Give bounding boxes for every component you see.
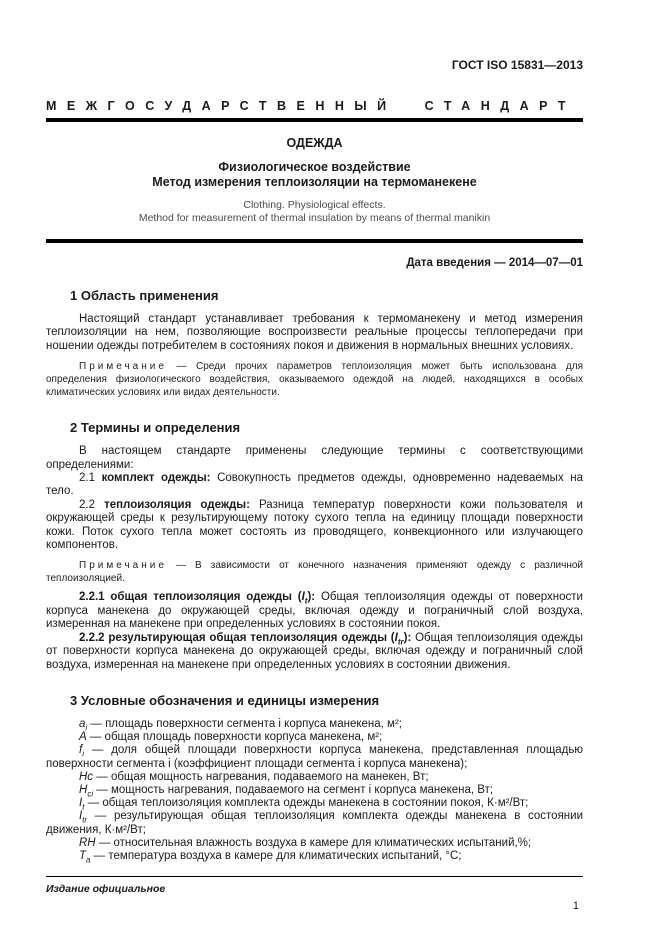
term-name-close: ):	[307, 591, 316, 604]
symbol: I	[79, 810, 83, 823]
symbol-description: — результирующая общая теплоизоляция комплекта одежды манекена в состоянии движения, К·м²/Вт;	[46, 810, 583, 836]
term-definition: Совокупность предметов одежды, одновременно надеваемых на тело.	[46, 472, 583, 498]
symbol-definition-It	[46, 797, 583, 810]
subtitle-en-line1: Clothing. Physiological effects.	[243, 199, 386, 211]
term-name: теплоизоляция одежды:	[104, 498, 250, 511]
symbol-subscript: ci	[87, 789, 94, 799]
page-number: 1	[572, 900, 579, 913]
section-2-note	[46, 559, 583, 585]
section-3-heading: 3 Условные обозначения и единицы измерения	[70, 692, 380, 708]
term-number: 2.2	[79, 498, 95, 511]
section-1-note	[46, 360, 583, 399]
symbol-description: — мощность нагревания, подаваемого на сегмент i корпуса манекена, Вт;	[93, 783, 494, 796]
term-2-1	[46, 472, 583, 499]
term-symbol-subscript: t	[304, 596, 308, 606]
section-1-paragraph: Настоящий стандарт устанавливает требования к термоманекену и метод измерения теплоизоляции на нем, позволяющие воспроизвести реальные процессы теплопередачи при ношении одежды потребителем в состояниях покоя и движения в нормальных внешних условиях.	[46, 313, 583, 352]
term-name: результирующая общая теплоизоляция одежды (	[108, 631, 395, 644]
section-2-intro: В настоящем стандарте применены следующие термины с соответствующими определениями:	[46, 445, 583, 471]
symbol-subscript: a	[86, 855, 91, 865]
symbol-definition-ai	[46, 718, 583, 731]
symbol-subscript: i	[85, 723, 88, 733]
symbol: I	[79, 797, 83, 810]
note-label: Примечание	[79, 361, 167, 373]
term-name-close: ):	[403, 631, 412, 644]
symbol-description: — доля общей площади поверхности корпуса манекена, представленная площадью поверхности сегмента i (коэффициент площади сегмента i корпуса манекена);	[46, 744, 583, 770]
title-ru: ОДЕЖДА	[286, 136, 343, 150]
divider-thick-bottom	[46, 239, 583, 243]
subtitle-ru	[46, 160, 583, 189]
subtitle-en-line2: Method for measurement of thermal insulation by means of thermal manikin	[138, 211, 491, 224]
symbol-description: — температура воздуха в камере для климатических испытаний, °С;	[90, 849, 462, 862]
term-name: комплект одежды:	[101, 472, 211, 485]
term-symbol: I	[301, 591, 305, 604]
symbol: T	[79, 849, 87, 862]
symbol-subscript: t	[82, 802, 85, 812]
symbol-definition-Hc	[46, 771, 583, 784]
term-number: 2.2.1	[79, 591, 105, 604]
symbol-definition-A	[46, 731, 583, 744]
term-2-2-1	[46, 591, 583, 631]
term-definition: Разница температур поверхности кожи пользователя и окружающей среды к результирующему потоку сухого тепла на единицу площади поверхности кожи. Поток сухого тепла может состоять из проводящего, конвекционного или излучающего компонентов.	[46, 498, 583, 552]
symbol-description: — общая мощность нагревания, подаваемого на манекен, Вт;	[93, 770, 429, 783]
footer-divider	[46, 876, 583, 877]
official-edition-note: Издание официальное	[46, 883, 166, 896]
term-number: 2.2.2	[79, 631, 105, 644]
term-definition: Общая теплоизоляция одежды от поверхности корпуса манекена до окружающей среды, включая одежду и пограничный слой воздуха, измеренная на манекене при определенных условиях в состоянии движения.	[46, 631, 583, 671]
symbol: f	[79, 744, 83, 757]
note-label: Примечание	[79, 560, 167, 572]
note-text: — Среди прочих параметров теплоизоляция может быть использована для определения физиологического воздействия, оказываемого одеждой на людей, находящихся в особых климатических условиях или видах деятельности.	[46, 361, 583, 399]
doc-code: ГОСТ ISO 15831—2013	[451, 58, 583, 72]
symbol-description: — общая площадь поверхности корпуса манекена, м²;	[86, 731, 383, 744]
symbol-definition-fi	[46, 744, 583, 770]
symbol-definition-Hci	[46, 784, 583, 797]
symbol: a	[79, 717, 86, 730]
term-2-2	[46, 499, 583, 553]
symbol-subscript: tr	[82, 815, 88, 825]
symbol-definition-RH	[46, 837, 583, 850]
symbol-description: — общая теплоизоляция комплекта одежды манекена в состоянии покоя, К·м²/Вт;	[84, 797, 529, 810]
subtitle-ru-line1: Физиологическое воздействие	[218, 160, 411, 174]
section-2-heading: 2 Термины и определения	[70, 420, 241, 436]
symbol: H	[79, 783, 88, 796]
note-text: — В зависимости от конечного назначения применяют одежду с различной теплоизоляцией.	[46, 560, 583, 585]
symbol-description: — относительная влажность воздуха в камере для климатических испытаний,%;	[95, 836, 532, 849]
term-2-2-2	[46, 632, 583, 672]
symbol: A	[79, 731, 87, 744]
subtitle-en	[46, 199, 583, 224]
term-name: общая теплоизоляция одежды (	[110, 591, 302, 604]
subtitle-ru-line2: Метод измерения теплоизоляции на термоманекене	[152, 174, 477, 189]
symbol-subscript: i	[82, 749, 84, 759]
effective-date: Дата введения — 2014—07—01	[406, 257, 583, 269]
term-symbol: I	[394, 631, 398, 644]
symbol: RH	[79, 836, 96, 849]
divider-thick-top	[46, 118, 583, 122]
standard-type-heading: МЕЖГОСУДАРСТВЕННЫЙ СТАНДАРТ	[46, 99, 576, 113]
symbol-definition-Itr	[46, 810, 583, 836]
symbol: Hc	[79, 770, 94, 783]
term-definition: Общая теплоизоляция одежды от поверхности корпуса манекена до окружающей среды, включая одежду и пограничный слой воздуха, измеренная на манекене при определенных условиях в состоянии покоя.	[46, 591, 583, 631]
section-1-heading: 1 Область применения	[70, 288, 219, 303]
symbol-definition-Ta	[46, 850, 583, 863]
symbol-description: — площадь поверхности сегмента i корпуса манекена, м²;	[87, 717, 402, 730]
term-number: 2.1	[79, 472, 95, 485]
term-symbol-subscript: tr	[397, 636, 404, 646]
